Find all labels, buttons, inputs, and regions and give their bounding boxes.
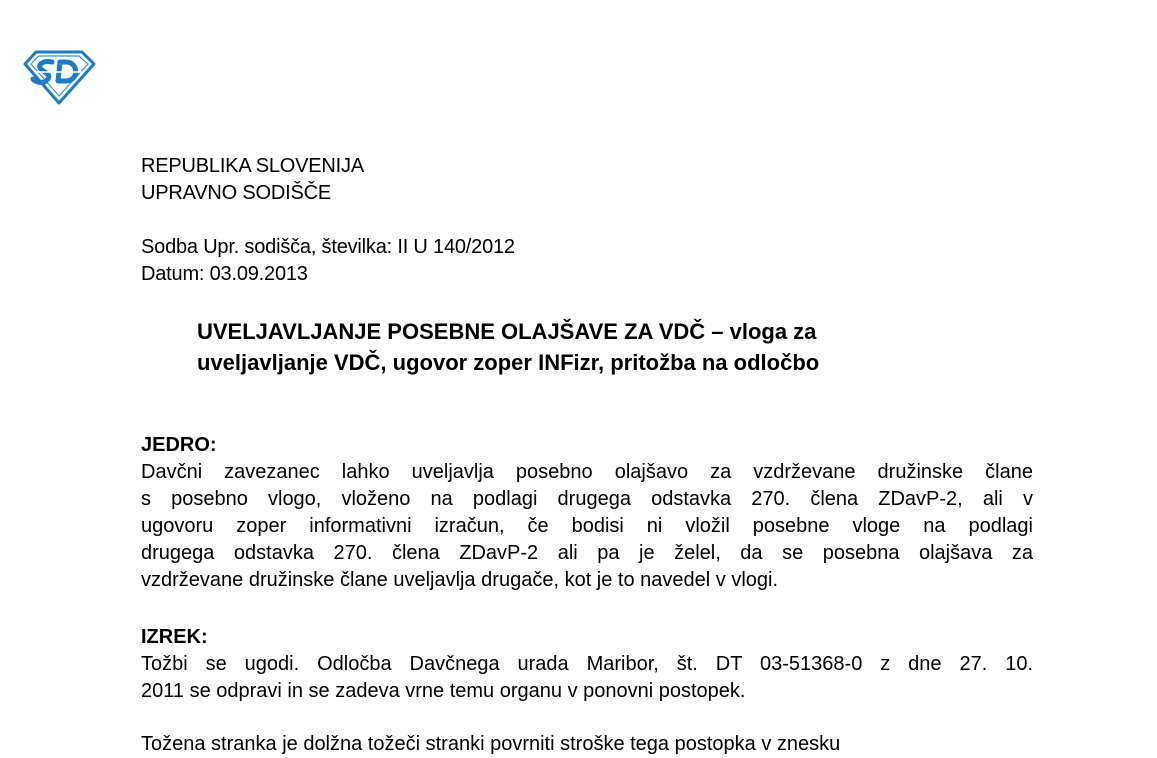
- court-logo-icon: [22, 50, 96, 106]
- izrek-heading: IZREK:: [141, 626, 208, 648]
- jedro-line: Davčni zavezanec lahko uveljavlja posebno olajšavo za vzdrževane družinske člane: [141, 461, 1033, 483]
- title-line-2: uveljavljanje VDČ, ugovor zoper INFizr, pritožba na odločbo: [197, 350, 820, 375]
- jedro-heading: JEDRO:: [141, 434, 217, 456]
- jedro-line: s posebno vlogo, vloženo na podlagi drugega odstavka 270. člena ZDavP-2, ali v: [141, 488, 1033, 510]
- izrek-text: [141, 651, 1033, 705]
- title-line-1: UVELJAVLJANJE POSEBNE OLAJŠAVE ZA VDČ – vloga za: [197, 319, 817, 344]
- jedro-line: drugega odstavka 270. člena ZDavP-2 ali pa je želel, da se posebna olajšava za: [141, 542, 1033, 564]
- jedro-text: [141, 459, 1033, 594]
- court-name: UPRAVNO SODIŠČE: [141, 182, 331, 204]
- judgment-date: Datum: 03.09.2013: [141, 263, 308, 285]
- costs-paragraph-partial: Tožena stranka je dolžna tožeči stranki povrniti stroške tega postopka v znesku: [141, 733, 841, 755]
- republic-name: REPUBLIKA SLOVENIJA: [141, 155, 364, 177]
- izrek-line: 2011 se odpravi in se zadeva vrne temu organu v ponovni postopek.: [141, 680, 746, 702]
- izrek-section: [141, 624, 1033, 705]
- case-number: Sodba Upr. sodišča, številka: II U 140/2012: [141, 236, 515, 258]
- izrek-line: Tožbi se ugodi. Odločba Davčnega urada Maribor, št. DT 03-51368-0 z dne 27. 10.: [141, 653, 1033, 675]
- jedro-line: vzdrževane družinske člane uveljavlja drugače, kot je to navedel v vlogi.: [141, 569, 779, 591]
- jedro-line: ugovoru zoper informativni izračun, če bodisi ni vložil posebne vloge na podlagi: [141, 515, 1033, 537]
- document-title: [197, 316, 1057, 378]
- jedro-section: [141, 432, 1033, 594]
- court-header: [141, 153, 364, 207]
- case-reference: [141, 234, 515, 288]
